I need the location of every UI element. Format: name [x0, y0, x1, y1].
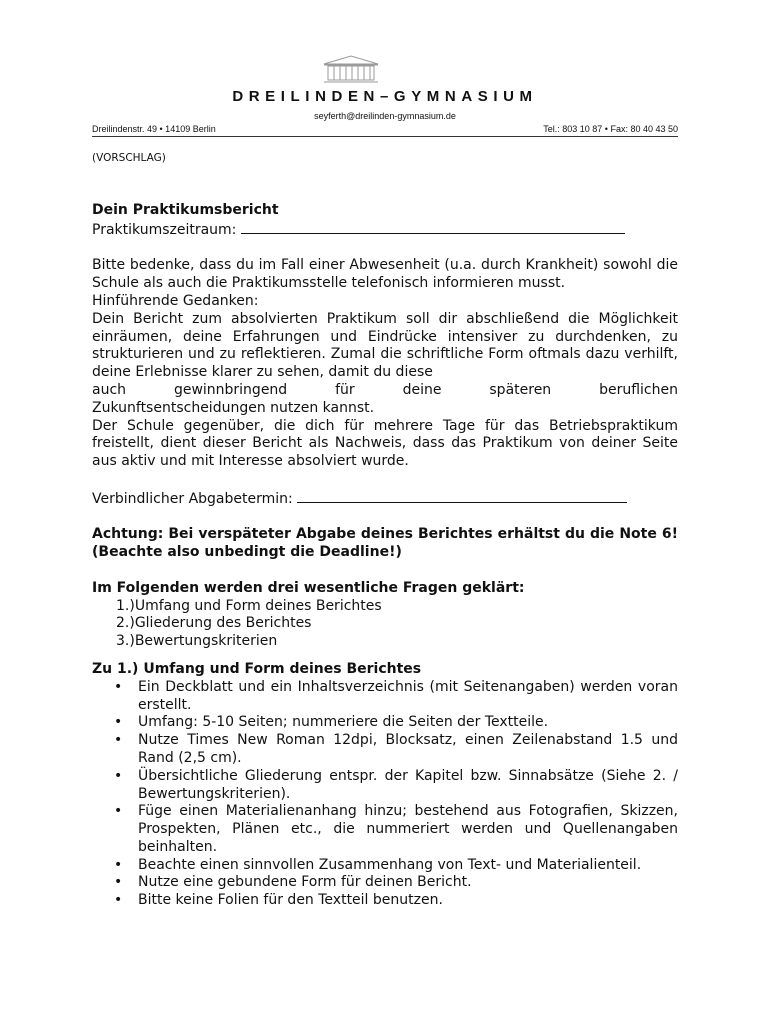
fragen-item: 2.)Gliederung des Berichtes: [116, 615, 312, 632]
abgabe-label: Verbindlicher Abgabetermin:: [92, 490, 293, 507]
document-body: [92, 202, 678, 910]
deadline-warning: Achtung: Bei verspäteter Abgabe deines Berichtes erhältst du die Note 6! (Beachte also unbedingt die Deadline!): [92, 526, 678, 561]
zeitraum-line: [92, 220, 678, 240]
school-name: DREILINDEN–GYMNASIUM: [232, 88, 538, 105]
fragen-list: [92, 598, 678, 651]
gedanken-paragraph-2: Der Schule gegenüber, die dich für mehrere Tage für das Betriebspraktikum freistellt, dient dieser Bericht als Nachweis, dass das Praktikum von deiner Seite aus aktiv und mit Interesse absolviert wurde.: [92, 417, 678, 470]
zeitraum-label: Praktikumszeitraum:: [92, 221, 237, 238]
draft-label: (VORSCHLAG): [92, 152, 166, 164]
section1-heading: Zu 1.) Umfang und Form deines Berichtes: [92, 660, 422, 677]
bullet-item: • Füge einen Materialienanhang hinzu; bestehend aus Fotografien, Skizzen, Prospekten, Plänen etc., die nummeriert werden und Quellenangaben beinhalten.: [114, 803, 678, 856]
school-address: Dreilindenstr. 49 • 14109 Berlin: [92, 124, 216, 134]
school-building-logo: [320, 55, 382, 85]
zeitraum-blank: [241, 220, 625, 234]
abgabe-blank: [297, 489, 627, 503]
gedanken-paragraph-1: Dein Bericht zum absolvierten Praktikum soll dir abschließend die Möglichkeit einräumen, deine Erfahrungen und Eindrücke intensiver zu durchdenken, zu strukturieren und zu reflektieren. Zumal die schriftliche Form oftmals dazu verhilft, deine Erlebnisse klarer zu sehen, damit du diese: [92, 310, 678, 381]
gedanken-paragraph-1-end: Zukunftsentscheidungen nutzen kannst.: [92, 399, 375, 416]
fragen-heading: Im Folgenden werden drei wesentliche Fragen geklärt:: [92, 579, 525, 596]
gedanken-paragraph-1-line: auch gewinnbringend für deine späteren beruflichen: [92, 381, 678, 398]
header-divider: [92, 136, 678, 137]
school-email[interactable]: seyferth@dreilinden-gymnasium.de: [314, 111, 456, 121]
bullet-item: • Nutze eine gebundene Form für deinen Bericht.: [114, 874, 678, 892]
gedanken-heading: Hinführende Gedanken:: [92, 292, 259, 309]
bullet-item: • Bitte keine Folien für den Textteil benutzen.: [114, 892, 678, 910]
school-phone-fax: Tel.: 803 10 87 • Fax: 80 40 43 50: [543, 124, 678, 134]
fragen-item: 3.)Bewertungskriterien: [116, 633, 278, 650]
bullet-item: • Übersichtliche Gliederung entspr. der Kapitel bzw. Sinnabsätze (Siehe 2. / Bewertungskriterien).: [114, 768, 678, 804]
bullet-item: • Ein Deckblatt und ein Inhaltsverzeichnis (mit Seitenangaben) werden voran erstellt.: [114, 679, 678, 715]
bullet-item: • Beachte einen sinnvollen Zusammenhang von Text- und Materialienteil.: [114, 857, 678, 875]
bullet-item: • Umfang: 5-10 Seiten; nummeriere die Seiten der Textteile.: [114, 714, 678, 732]
absence-paragraph: Bitte bedenke, dass du im Fall einer Abwesenheit (u.a. durch Krankheit) sowohl die Schule als auch die Praktikumsstelle telefonisch informieren musst.: [92, 257, 678, 292]
bullet-item: • Nutze Times New Roman 12dpi, Blocksatz, einen Zeilenabstand 1.5 und Rand (2,5 cm).: [114, 732, 678, 768]
fragen-item: 1.)Umfang und Form deines Berichtes: [116, 597, 382, 614]
document-title: Dein Praktikumsbericht: [92, 202, 279, 218]
abgabe-line: [92, 489, 678, 509]
section1-bullet-list: [92, 679, 678, 910]
